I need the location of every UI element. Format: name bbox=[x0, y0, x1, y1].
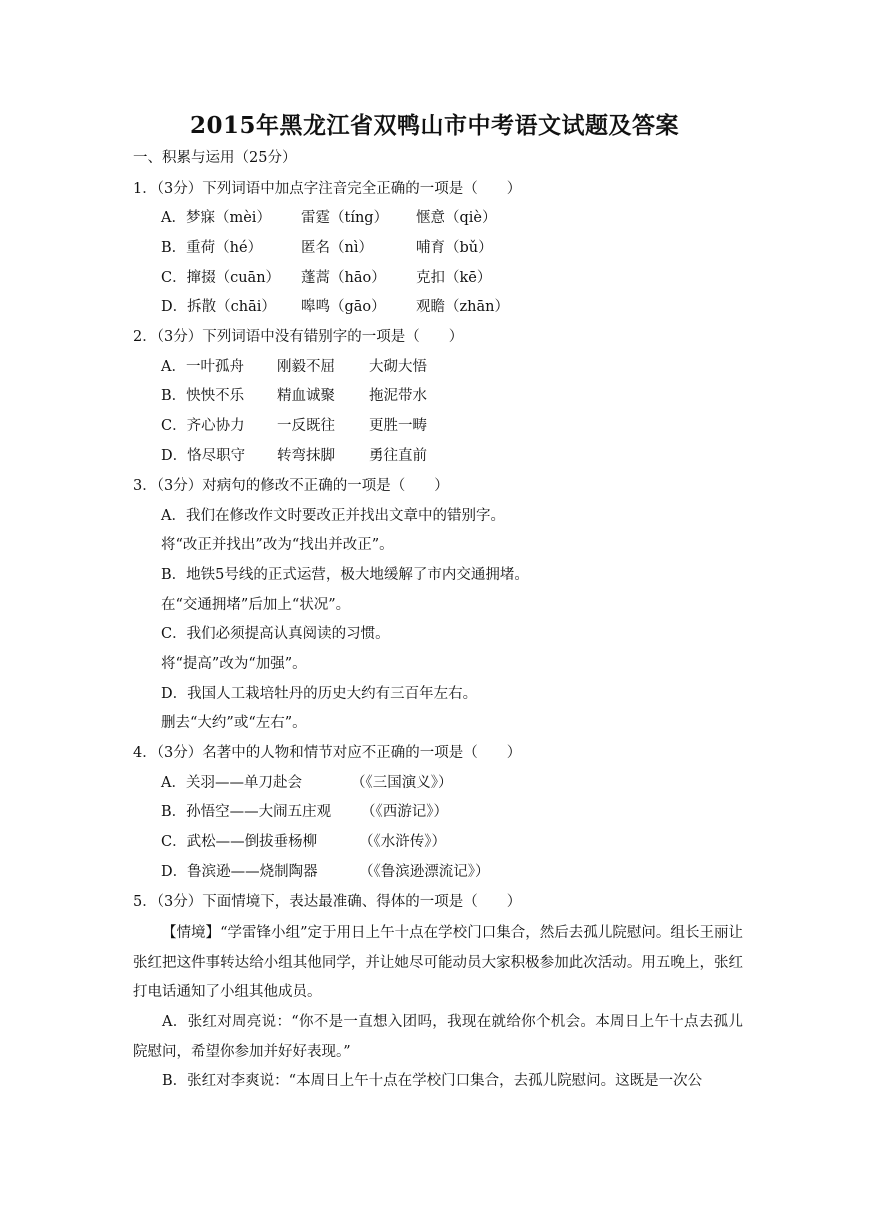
option-term: B．怏怏不乐 bbox=[161, 388, 245, 404]
option-term: 蓬蒿（hāo） bbox=[301, 270, 386, 286]
question-3-stem: 3．（3分）对病句的修改不正确的一项是（ ） bbox=[133, 478, 449, 494]
question-3-line: 删去“大约”或“左右”。 bbox=[161, 715, 307, 731]
question-2-option-d bbox=[161, 446, 427, 466]
option-term: 大砌大悟 bbox=[369, 359, 427, 375]
option-term: 观瞻（zhān） bbox=[416, 299, 509, 315]
option-term: 精血诚聚 bbox=[277, 388, 335, 404]
option-term: D．拆散（chāi） bbox=[161, 299, 276, 315]
option-book: （《西游记》） bbox=[361, 804, 448, 820]
question-3-line: 在“交通拥堵”后加上“状况”。 bbox=[161, 597, 351, 613]
question-2-stem: 2．（3分）下列词语中没有错别字的一项是（ ） bbox=[133, 329, 464, 345]
question-1-stem: 1．（3分）下列词语中加点字注音完全正确的一项是（ ） bbox=[133, 181, 522, 197]
question-3-line: A．我们在修改作文时要改正并找出文章中的错别字。 bbox=[161, 508, 505, 524]
option-term: 刚毅不屈 bbox=[277, 359, 335, 375]
question-3-line: D．我国人工栽培牡丹的历史大约有三百年左右。 bbox=[161, 686, 478, 702]
question-3-line: 将“改正并找出”改为“找出并改正”。 bbox=[161, 537, 394, 553]
question-1-option-d bbox=[161, 297, 509, 317]
option-term: 更胜一畴 bbox=[369, 418, 427, 434]
option-term: B．孙悟空——大闹五庄观 bbox=[161, 804, 332, 820]
question-4-option-d bbox=[161, 862, 490, 882]
question-1-option-c bbox=[161, 268, 491, 288]
option-term: C．齐心协力 bbox=[161, 418, 245, 434]
option-term: 克扣（kē） bbox=[416, 270, 492, 286]
question-3-line: C．我们必须提高认真阅读的习惯。 bbox=[161, 626, 390, 642]
option-term: 一反既往 bbox=[277, 418, 335, 434]
section-heading: 一、积累与运用（25分） bbox=[133, 150, 297, 166]
option-term: B．重荷（hé） bbox=[161, 240, 263, 256]
question-4-stem: 4．（3分）名著中的人物和情节对应不正确的一项是（ ） bbox=[133, 745, 522, 761]
option-book: （《鲁滨逊漂流记》） bbox=[359, 864, 490, 880]
option-term: 嗥鸣（gāo） bbox=[301, 299, 386, 315]
option-term: D．恪尽职守 bbox=[161, 448, 246, 464]
question-2-option-a bbox=[161, 357, 427, 377]
question-1-option-a bbox=[161, 208, 497, 228]
question-1-option-b bbox=[161, 238, 493, 258]
question-5-stem: 5．（3分）下面情境下，表达最准确、得体的一项是（ ） bbox=[133, 894, 522, 910]
page-title: 2015年黑龙江省双鸭山市中考语文试题及答案 bbox=[189, 112, 679, 139]
question-3-line: 将“提高”改为“加强”。 bbox=[161, 656, 307, 672]
option-term: 转弯抹脚 bbox=[277, 448, 335, 464]
question-5-context: 【情境】“学雷锋小组”定于用日上午十点在学校门口集合，然后去孤儿院慰问。组长王丽让张红把这件事转达给小组其他同学，并让她尽可能动员大家积极参加此次活动。用五晚上，张红打电话通知了小组其他成员。 bbox=[133, 925, 743, 1000]
option-term: 惬意（qiè） bbox=[416, 210, 497, 226]
option-term: 雷霆（tíng） bbox=[301, 210, 389, 226]
option-term: A．一叶孤舟 bbox=[161, 359, 244, 375]
question-4-option-c bbox=[161, 832, 446, 852]
option-term: 勇往直前 bbox=[369, 448, 427, 464]
option-term: 匿名（nì） bbox=[301, 240, 373, 256]
option-term: C．撺掇（cuān） bbox=[161, 270, 281, 286]
option-term: 拖泥带水 bbox=[369, 388, 427, 404]
question-5-option-b: B．张红对李爽说：“本周日上午十点在学校门口集合，去孤儿院慰问。这既是一次公 bbox=[162, 1073, 703, 1089]
option-book: （《三国演义》） bbox=[351, 775, 453, 791]
question-4-option-b bbox=[161, 802, 448, 822]
option-term: 哺育（bǔ） bbox=[416, 240, 493, 256]
option-term: C．武松——倒拔垂杨柳 bbox=[161, 834, 318, 850]
question-2-option-b bbox=[161, 386, 427, 406]
option-term: A．梦寐（mèi） bbox=[161, 210, 271, 226]
option-book: （《水浒传》） bbox=[359, 834, 446, 850]
question-5-option-a: A．张红对周亮说：“你不是一直想入团吗，我现在就给你个机会。本周日上午十点去孤儿院慰问，希望你参加并好好表现。” bbox=[133, 1014, 743, 1060]
question-2-option-c bbox=[161, 416, 427, 436]
question-4-option-a bbox=[161, 773, 453, 793]
option-term: D．鲁滨逊——烧制陶器 bbox=[161, 864, 318, 880]
question-3-line: B．地铁5号线的正式运营，极大地缓解了市内交通拥堵。 bbox=[161, 567, 529, 583]
option-term: A．关羽——单刀赴会 bbox=[161, 775, 302, 791]
